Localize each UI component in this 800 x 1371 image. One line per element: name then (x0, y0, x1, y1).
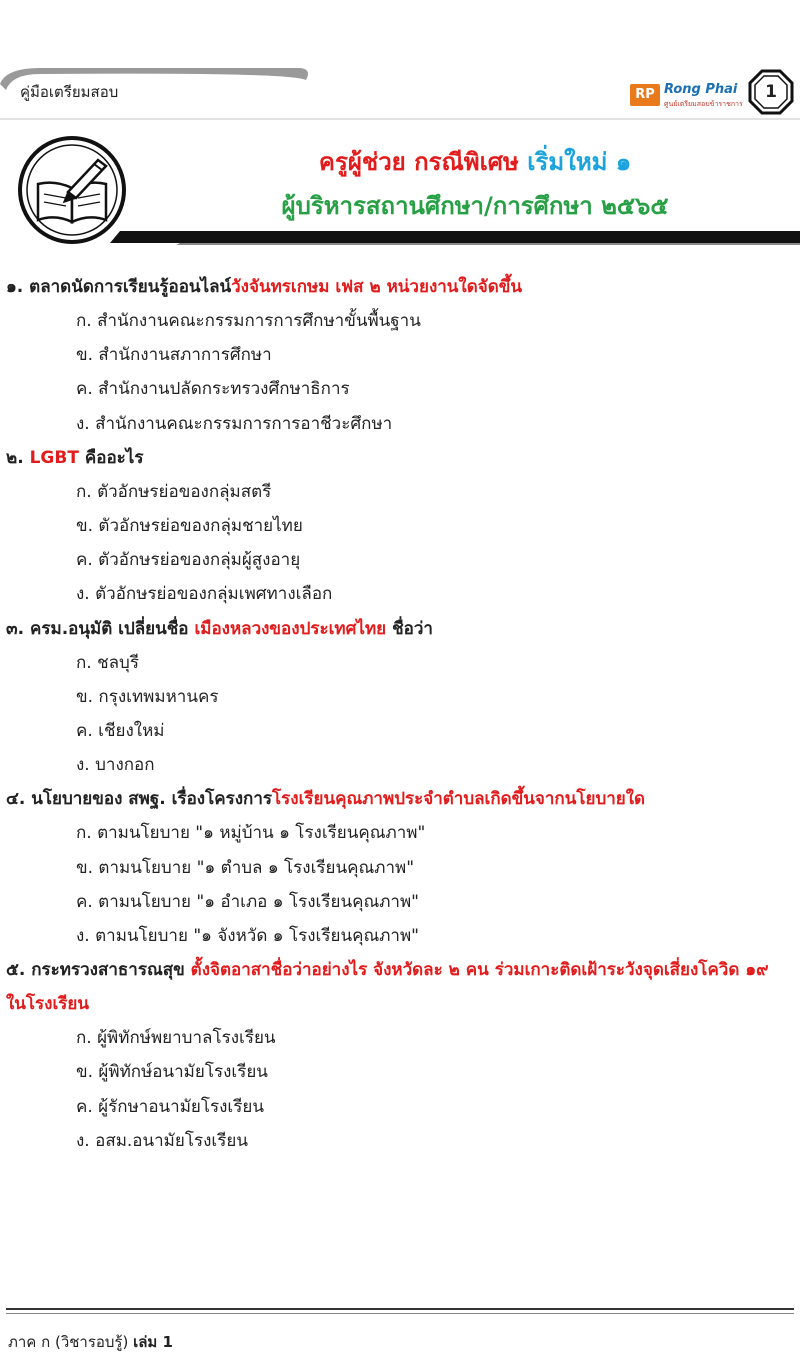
footer-volume: เล่ม 1 (133, 1333, 173, 1351)
choice-item: ง. อสม.อนามัยโรงเรียน (76, 1130, 248, 1151)
choice-item: ค. ตัวอักษรย่อของกลุ่มผู้สูงอายุ (76, 550, 301, 571)
choice-item: ก. สำนักงานคณะกรรมการการศึกษาขั้นพื้นฐาน (76, 311, 421, 331)
footer-rule (6, 1308, 794, 1310)
brand-logo (628, 80, 746, 112)
title-main: ครูผู้ช่วย กรณีพิเศษ (318, 148, 528, 176)
brand-mark: RP (630, 84, 660, 106)
choice-item: ค. ตามนโยบาย "๑ อำเภอ ๑ โรงเรียนคุณภาพ" (76, 891, 419, 912)
header-rule (0, 118, 800, 120)
question-suffix: คืออะไร (78, 447, 144, 468)
question-highlight: เมืองหลวงของประเทศไทย (194, 618, 387, 639)
question-4 (0, 782, 800, 953)
quiz-list (0, 270, 800, 1158)
choice-item: ก. ชลบุรี (76, 652, 139, 673)
title-line-1 (150, 142, 800, 181)
question-highlight: ตั้งจิตอาสาชื่อว่าอย่างไร จังหวัดละ ๒ คน ร่วมเกาะติดเฝ้าระวังจุดเสี่ยงโควิด ๑๙ ในโรงเรียน (6, 960, 769, 1015)
choice-item: ค. ผู้รักษาอนามัยโรงเรียน (76, 1096, 264, 1117)
choice-item: ข. กรุงเทพมหานคร (76, 686, 219, 707)
question-text (0, 612, 800, 646)
question-highlight: LGBT (29, 447, 79, 468)
question-prefix: ๕. กระทรวงสาธารณสุข (6, 960, 191, 981)
question-3 (0, 612, 800, 783)
footer-text (8, 1330, 173, 1354)
choice-item: ค. สำนักงานปลัดกระทรวงศึกษาธิการ (76, 379, 350, 400)
book-pencil-icon (10, 134, 140, 244)
question-1 (0, 270, 800, 441)
brand-name: Rong Phai (664, 82, 738, 97)
question-text (0, 270, 800, 304)
choice-item: ก. ตามนโยบาย "๑ หมู่บ้าน ๑ โรงเรียนคุณภาพ" (76, 823, 426, 844)
question-text (0, 782, 800, 816)
header-label: คู่มือเตรียมสอบ (20, 83, 119, 101)
question-prefix: ๔. นโยบายของ สพฐ. เรื่องโครงการ (6, 789, 272, 810)
choice-item: ง. สำนักงานคณะกรรมการการอาชีวะศึกษา (76, 413, 393, 434)
question-highlight: วังจันทรเกษม เฟส ๒ หน่วยงานใดจัดขึ้น (231, 277, 522, 297)
choice-item: ค. เชียงใหม่ (76, 721, 165, 742)
footer-rule-thin (6, 1313, 794, 1314)
question-suffix: ชื่อว่า (386, 618, 433, 639)
title-underline-bar (0, 229, 800, 245)
footer-section: ภาค ก (วิชารอบรู้) (8, 1333, 134, 1351)
choice-item: ง. บางกอก (76, 755, 155, 776)
choice-item: ง. ตามนโยบาย "๑ จังหวัด ๑ โรงเรียนคุณภาพ" (76, 926, 419, 947)
title-accent: เริ่มใหม่ ๑ (527, 148, 632, 176)
title-line-2: ผู้บริหารสถานศึกษา/การศึกษา ๒๕๖๕ (281, 192, 669, 220)
page-number: 1 (765, 82, 777, 102)
question-text (0, 441, 800, 475)
page-number-badge (748, 69, 794, 115)
brand-tagline: ศูนย์เตรียมสอบข้าราชการ (664, 100, 743, 108)
question-text (0, 953, 786, 1021)
question-prefix: ๑. ตลาดนัดการเรียนรู้ออนไลน์ (6, 277, 232, 297)
choice-item: ก. ผู้พิทักษ์พยาบาลโรงเรียน (76, 1028, 276, 1049)
question-prefix: ๓. ครม.อนุมัติ เปลี่ยนชื่อ (6, 618, 195, 639)
choice-item: ข. ผู้พิทักษ์อนามัยโรงเรียน (76, 1062, 268, 1083)
question-5 (0, 953, 800, 1158)
question-prefix: ๒. (6, 447, 30, 468)
choice-item: ข. ตัวอักษรย่อของกลุ่มชายไทย (76, 516, 303, 537)
choice-item: ข. สำนักงานสภาการศึกษา (76, 345, 272, 366)
choice-item: ข. ตามนโยบาย "๑ ตำบล ๑ โรงเรียนคุณภาพ" (76, 857, 415, 878)
question-2 (0, 441, 800, 612)
choice-item: ก. ตัวอักษรย่อของกลุ่มสตรี (76, 481, 272, 502)
question-highlight: โรงเรียนคุณภาพประจำตำบลเกิดขึ้นจากนโยบายใด (272, 789, 646, 810)
choice-item: ง. ตัวอักษรย่อของกลุ่มเพศทางเลือก (76, 584, 333, 605)
